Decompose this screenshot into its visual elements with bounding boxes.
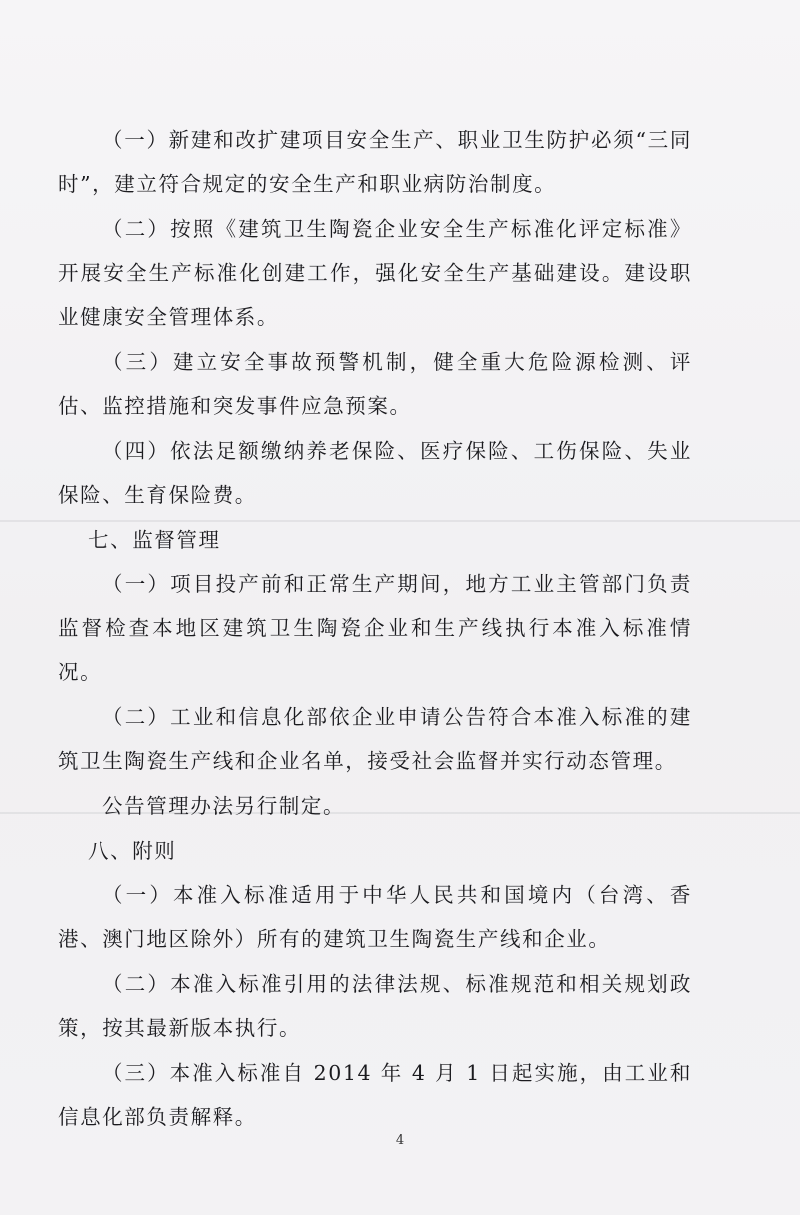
paragraph-social-insurance: （四）依法足额缴纳养老保险、医疗保险、工伤保险、失业保险、生育保险费。 xyxy=(58,439,692,507)
document-body xyxy=(58,118,692,1140)
paragraph-effective-date: （三）本准入标准自 2014 年 4 月 1 日起实施，由工业和信息化部负责解释。 xyxy=(58,1061,692,1129)
paragraph-scope: （一）本准入标准适用于中华人民共和国境内（台湾、香港、澳门地区除外）所有的建筑卫生陶瓷生产线和企业。 xyxy=(58,883,692,951)
paragraph-miit-announcement: （二）工业和信息化部依企业申请公告符合本准入标准的建筑卫生陶瓷生产线和企业名单，接受社会监督并实行动态管理。 xyxy=(58,705,692,773)
paragraph-safety-three-simultaneous: （一）新建和改扩建项目安全生产、职业卫生防护必须“三同时”，建立符合规定的安全生产和职业病防治制度。 xyxy=(58,128,692,196)
paragraph-accident-warning: （三）建立安全事故预警机制，健全重大危险源检测、评估、监控措施和突发事件应急预案。 xyxy=(58,350,692,418)
paragraph-announcement-rules: 公告管理办法另行制定。 xyxy=(102,794,346,818)
paragraph-references: （二）本准入标准引用的法律法规、标准规范和相关规划政策，按其最新版本执行。 xyxy=(58,972,692,1040)
paragraph-safety-standardization: （二）按照《建筑卫生陶瓷企业安全生产标准化评定标准》开展安全生产标准化创建工作，强化安全生产基础建设。建设职业健康安全管理体系。 xyxy=(58,217,692,329)
page-number: 4 xyxy=(395,1133,405,1148)
section-heading-supervision: 七、监督管理 xyxy=(88,528,221,552)
section-heading-supplementary: 八、附则 xyxy=(88,839,177,863)
paragraph-local-supervision: （一）项目投产前和正常生产期间，地方工业主管部门负责监督检查本地区建筑卫生陶瓷企业和生产线执行本准入标准情况。 xyxy=(58,572,692,684)
